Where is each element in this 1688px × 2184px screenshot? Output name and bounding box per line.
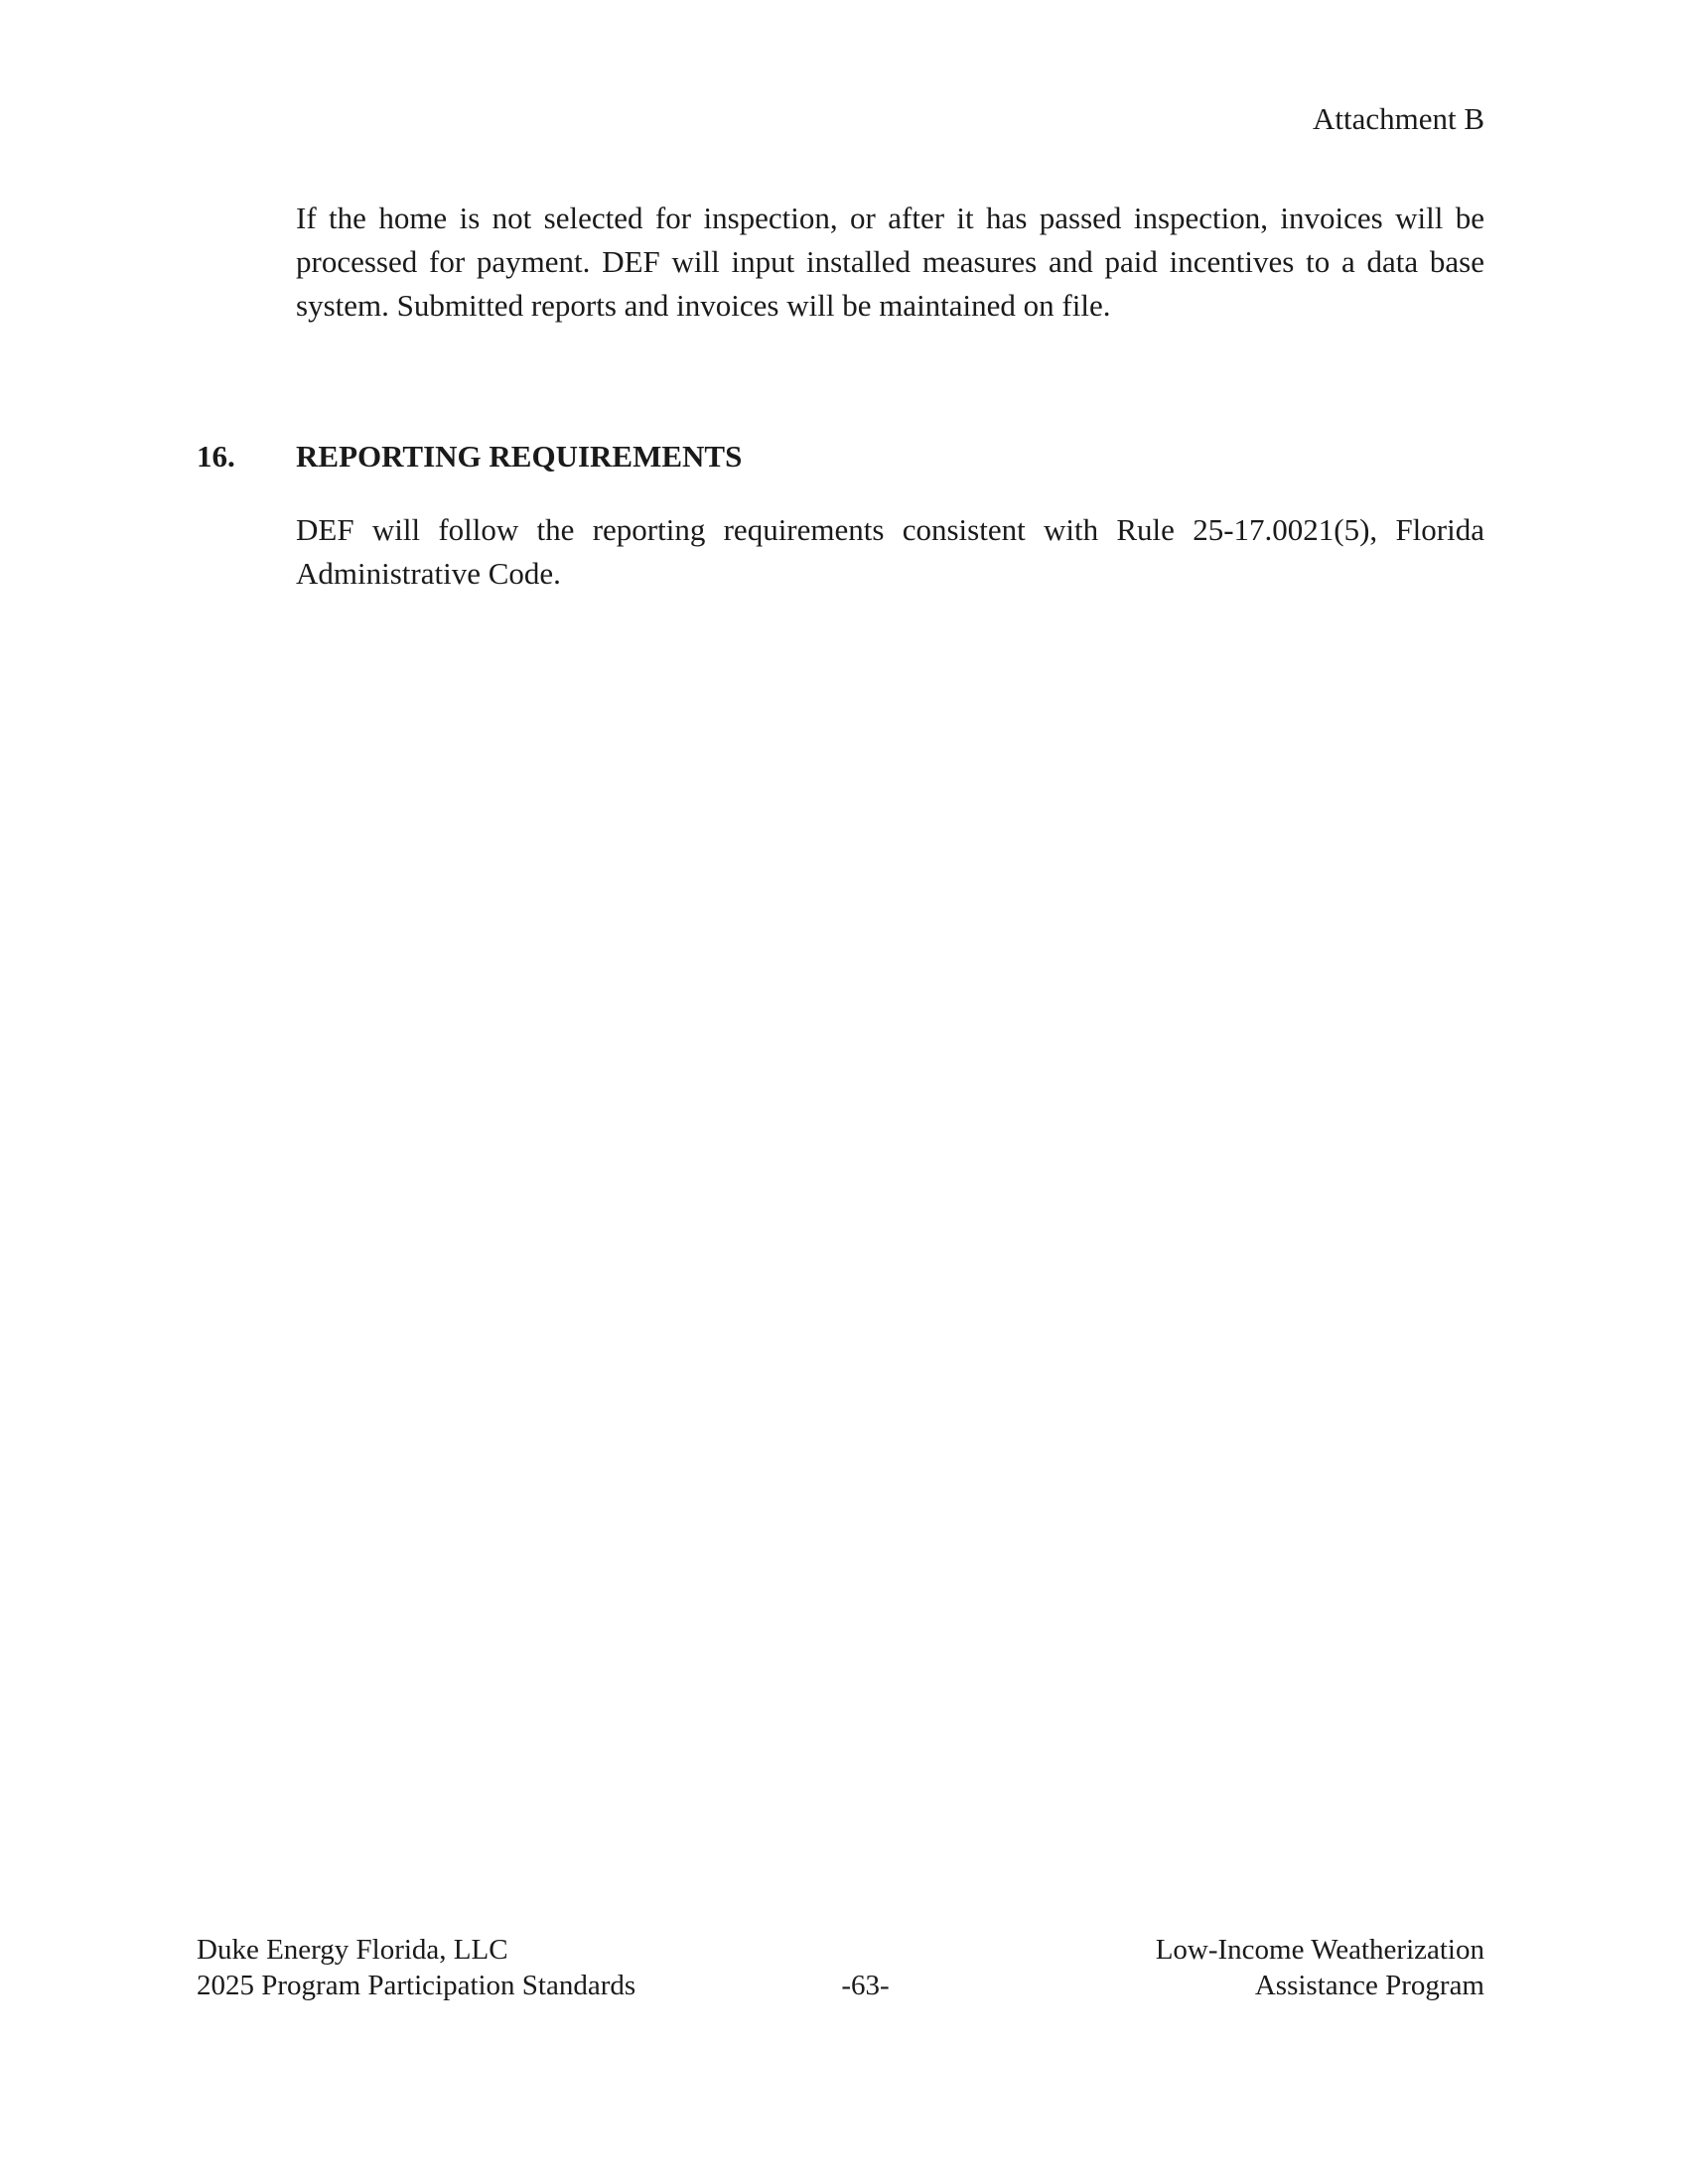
page-number: -63-	[841, 1970, 890, 2001]
footer-program-line-1: Low-Income Weatherization	[1155, 1934, 1484, 1966]
footer-document-title: 2025 Program Participation Standards	[197, 1970, 636, 2001]
section-paragraph: DEF will follow the reporting requirements consistent with Rule 25-17.0021(5), Florida Administrative Code.	[296, 512, 1484, 591]
footer-program-line-2: Assistance Program	[1254, 1970, 1484, 2001]
section-number: 16.	[197, 439, 235, 474]
footer-right	[1156, 1932, 1484, 2003]
body-paragraph: If the home is not selected for inspection, or after it has passed inspection, invoices will be processed for payment. DEF will input installed measures and paid incentives to a data base system. Submitted reports and invoices will be maintained on file.	[296, 201, 1484, 323]
attachment-label: Attachment B	[1312, 101, 1484, 136]
footer-company: Duke Energy Florida, LLC	[197, 1934, 508, 1966]
section-heading	[197, 437, 742, 477]
page-footer	[197, 1932, 1484, 2021]
section-title: REPORTING REQUIREMENTS	[296, 439, 743, 474]
